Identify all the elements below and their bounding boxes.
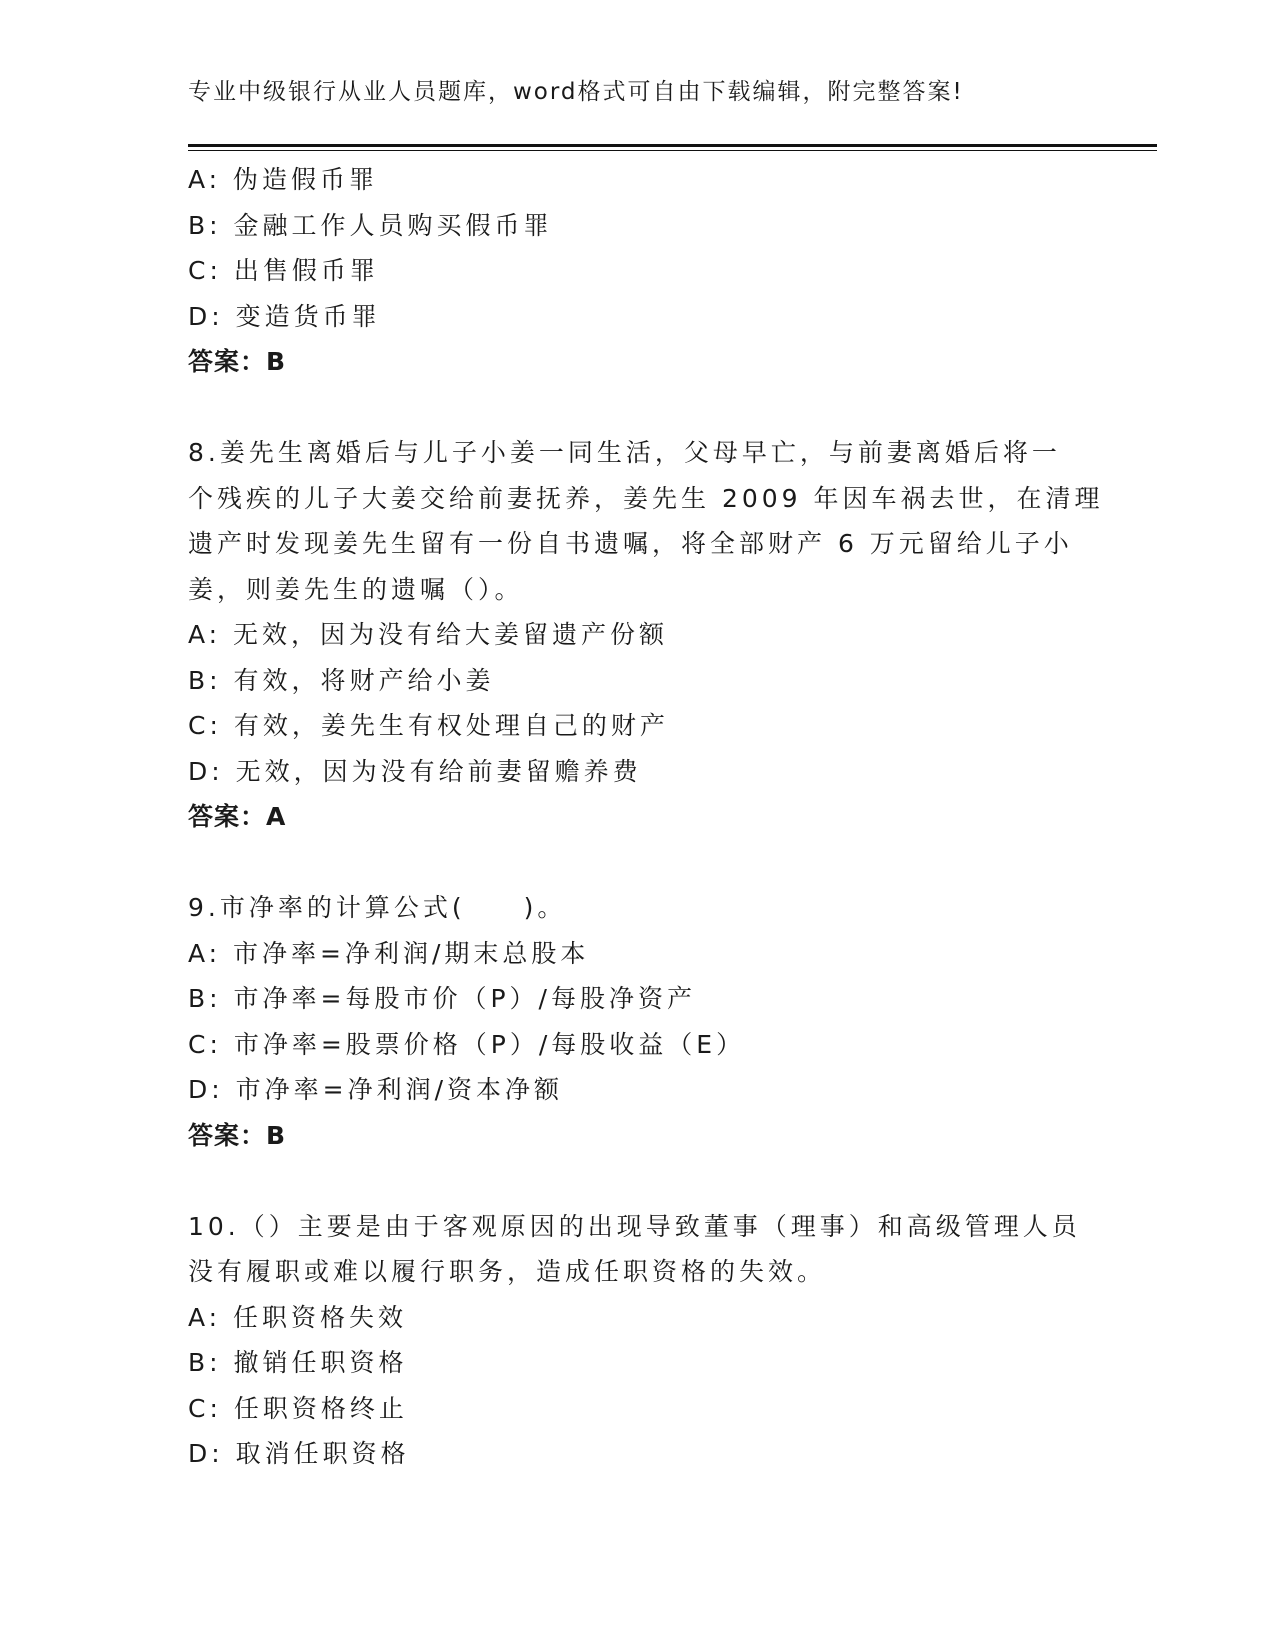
option-c: C: 有效，姜先生有权处理自己的财产 xyxy=(188,711,669,740)
option-d: D: 变造货币罪 xyxy=(188,301,381,331)
spacer xyxy=(188,840,1088,886)
question-stem-line: 9.市净率的计算公式( )。 xyxy=(188,893,567,922)
question-stem-line: 8.姜先生离婚后与儿子小姜一同生活，父母早亡，与前妻离婚后将一 xyxy=(188,438,1061,467)
option-c: C: 出售假币罪 xyxy=(188,256,379,285)
option-d: D: 取消任职资格 xyxy=(188,1439,410,1468)
question-8 xyxy=(188,430,1104,840)
question-stem-line: 个残疾的儿子大姜交给前妻抚养，姜先生 2009 年因车祸去世，在清理 xyxy=(188,483,1104,513)
option-c: C: 任职资格终止 xyxy=(188,1393,408,1423)
option-b: B: 市净率=每股市价（P）/每股净资产 xyxy=(188,984,696,1013)
question-stem-line: 遗产时发现姜先生留有一份自书遗嘱，将全部财产 6 万元留给儿子小 xyxy=(188,529,1073,558)
spacer xyxy=(188,385,1088,431)
question-9 xyxy=(188,885,1088,1158)
question-stem-line: 10.（）主要是由于客观原因的出现导致董事（理事）和高级管理人员 xyxy=(188,1211,1081,1241)
question-content xyxy=(188,157,1104,1477)
option-d: D: 市净率=净利润/资本净额 xyxy=(188,1075,563,1104)
option-b: B: 撤销任职资格 xyxy=(188,1348,408,1377)
option-b: B: 有效，将财产给小姜 xyxy=(188,665,495,695)
answer-line: 答案：A xyxy=(188,802,287,831)
page-header: 专业中级银行从业人员题库，word格式可自由下载编辑，附完整答案! xyxy=(188,79,964,105)
spacer xyxy=(188,1158,1088,1204)
option-a: A: 无效，因为没有给大姜留遗产份额 xyxy=(188,620,669,649)
answer-line: 答案：B xyxy=(188,1120,287,1150)
answer-line: 答案：B xyxy=(188,347,287,376)
header-divider-thin xyxy=(188,150,1157,151)
option-a: A: 伪造假币罪 xyxy=(188,165,379,194)
header-divider-thick xyxy=(188,144,1157,147)
option-b: B: 金融工作人员购买假币罪 xyxy=(188,210,553,240)
question-stem-line: 没有履职或难以履行职务，造成任职资格的失效。 xyxy=(188,1257,827,1286)
question-stem-line: 姜，则姜先生的遗嘱（）。 xyxy=(188,574,524,604)
option-a: A: 任职资格失效 xyxy=(188,1302,408,1332)
option-c: C: 市净率=股票价格（P）/每股收益（E） xyxy=(188,1029,746,1059)
question-10 xyxy=(188,1204,1088,1477)
question-7 xyxy=(188,157,1088,385)
option-d: D: 无效，因为没有给前妻留赡养费 xyxy=(188,756,642,786)
option-a: A: 市净率=净利润/期末总股本 xyxy=(188,938,590,968)
